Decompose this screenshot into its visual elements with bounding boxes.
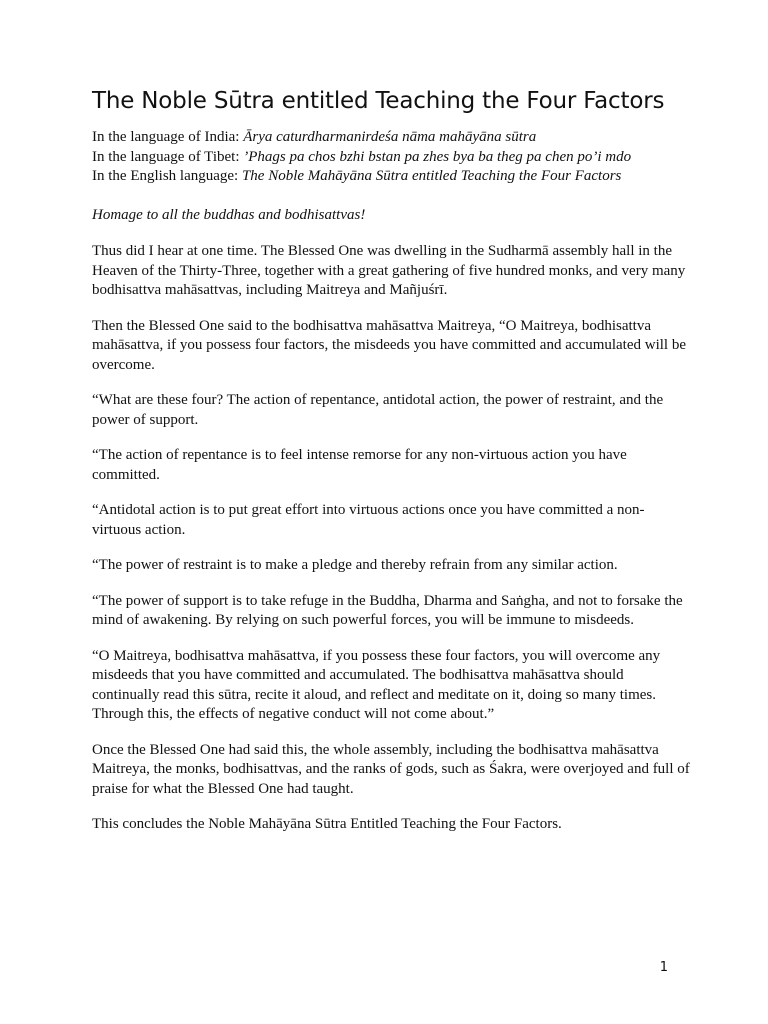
title-metadata [92,128,692,187]
paragraph-5: “Antidotal action is to put great effort into virtuous actions once you have committed a non-virtuous action. [92,502,645,538]
paragraph-9: Once the Blessed One had said this, the whole assembly, including the bodhisattva mahāsattva Maitreya, the monks, bodhisattvas, and the ranks of gods, such as Śakra, were overjoyed and full of praise for what the Blessed One had taught. [92,741,690,797]
india-language-prefix: In the language of India: [92,129,244,145]
paragraph-10: This concludes the Noble Mahāyāna Sūtra Entitled Teaching the Four Factors. [92,816,562,832]
document-page [92,86,692,851]
english-language-title: The Noble Mahāyāna Sūtra entitled Teaching the Four Factors [241,168,622,184]
paragraph-3: “What are these four? The action of repentance, antidotal action, the power of restraint, and the power of support. [92,392,664,428]
tibet-language-line [92,148,692,168]
english-language-prefix: In the English language: [92,168,242,184]
paragraph-1: Thus did I hear at one time. The Blessed One was dwelling in the Sudharmā assembly hall in the Heaven of the Thirty-Three, together with a great gathering of five hundred monks, and very many bodhisattva mahāsattvas, including Maitreya and Mañjuśrī. [92,243,686,298]
english-language-line [92,167,692,187]
paragraph-7: “The power of support is to take refuge in the Buddha, Dharma and Saṅgha, and not to forsake the mind of awakening. By relying on such powerful forces, you will be immune to misdeeds. [92,592,683,628]
page-number: 1 [659,960,668,975]
document-title: The Noble Sūtra entitled Teaching the Four Factors [92,88,665,114]
paragraph-4: “The action of repentance is to feel intense remorse for any non-virtuous action you have committed. [92,447,627,483]
india-language-line [92,128,692,148]
paragraph-6: “The power of restraint is to make a pledge and thereby refrain from any similar action. [92,557,618,573]
india-language-title: Ārya caturdharmanirdeśa nāma mahāyāna sūtra [243,129,537,145]
tibet-language-prefix: In the language of Tibet: [92,148,244,165]
paragraph-2: Then the Blessed One said to the bodhisattva mahāsattva Maitreya, “O Maitreya, bodhisattva mahāsattva, if you possess four factors, the misdeeds you have committed and accumulated will be overcome. [92,317,687,373]
paragraph-8: “O Maitreya, bodhisattva mahāsattva, if you possess these four factors, you will overcome any misdeeds that you have committed and accumulated. The bodhisattva mahāsattva should continually read this sūtra, recite it aloud, and reflect and meditate on it, doing so many times. Through this, the effects of negative conduct will not come about.” [92,647,661,722]
tibet-language-title: ’Phags pa chos bzhi bstan pa zhes bya ba theg pa chen po’i mdo [243,148,632,165]
homage-line: Homage to all the buddhas and bodhisattvas! [92,206,366,223]
